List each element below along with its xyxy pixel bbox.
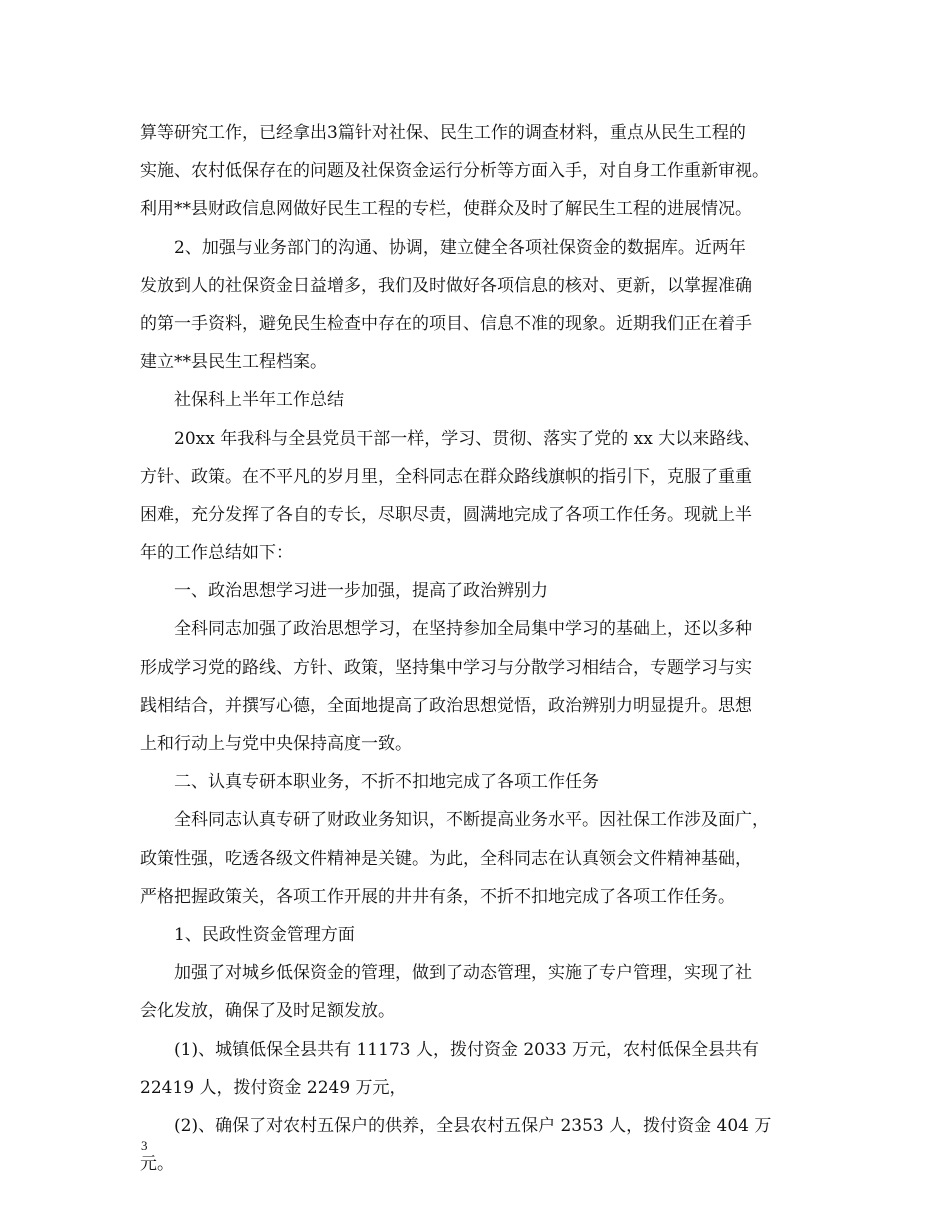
text-line: 全科同志认真专研了财政业务知识，不断提高业务水平。因社保工作涉及面广， — [174, 810, 769, 831]
text-line: 会化发放，确保了及时足额发放。 — [140, 1001, 395, 1022]
text-line: 严格把握政策关，各项工作开展的井井有条，不折不扣地完成了各项工作任务。 — [140, 886, 735, 907]
document-body — [140, 114, 820, 1183]
text-line: 建立**县民生工程档案。 — [140, 352, 327, 373]
text-line: 年的工作总结如下： — [140, 543, 293, 564]
text-line: 困难，充分发挥了各自的专长，尽职尽责，圆满地完成了各项工作任务。现就上半 — [140, 504, 752, 525]
text-line: 方针、政策。在不平凡的岁月里，全科同志在群众路线旗帜的指引下，克服了重重 — [140, 466, 752, 487]
text-line: 利用**县财政信息网做好民生工程的专栏，使群众及时了解民生工程的进展情况。 — [140, 199, 752, 220]
section-title: 社保科上半年工作总结 — [174, 390, 344, 411]
subsection-heading: 1、民政性资金管理方面 — [174, 924, 355, 945]
text-line: 加强了对城乡低保资金的管理，做到了动态管理，实施了专户管理，实现了社 — [174, 963, 752, 984]
section-heading: 二、认真专研本职业务，不折不扣地完成了各项工作任务 — [174, 772, 599, 793]
text-line: 全科同志加强了政治思想学习，在坚持参加全局集中学习的基础上，还以多种 — [174, 619, 752, 640]
text-line: 形成学习党的路线、方针、政策，坚持集中学习与分散学习相结合，专题学习与实 — [140, 657, 752, 678]
text-line: (2)、确保了对农村五保户的供养，全县农村五保户 2353 人，拨付资金 404 万 — [174, 1115, 772, 1136]
text-line: 20xx 年我科与全县党员干部一样，学习、贯彻、落实了党的 xx 大以来路线、 — [174, 428, 761, 449]
page-number: 3 — [141, 1138, 148, 1153]
text-line: 元。 — [140, 1154, 174, 1175]
text-line: 算等研究工作，已经拿出3篇针对社保、民生工作的调查材料，重点从民生工程的 — [140, 123, 746, 143]
text-line: 上和行动上与党中央保持高度一致。 — [140, 734, 412, 754]
section-heading: 一、政治思想学习进一步加强，提高了政治辨别力 — [174, 581, 548, 602]
text-line: 践相结合，并撰写心德，全面地提高了政治思想觉悟，政治辨别力明显提升。思想 — [140, 695, 752, 716]
text-line: 22419 人，拨付资金 2249 万元， — [140, 1077, 407, 1098]
text-line: 2、加强与业务部门的沟通、协调，建立健全各项社保资金的数据库。近两年 — [174, 237, 746, 258]
text-line: 政策性强，吃透各级文件精神是关键。为此，全科同志在认真领会文件精神基础， — [140, 848, 752, 869]
text-line: 的第一手资料，避免民生检查中存在的项目、信息不准的现象。近期我们正在着手 — [140, 313, 752, 334]
text-line: 发放到人的社保资金日益增多，我们及时做好各项信息的核对、更新，以掌握准确 — [140, 275, 752, 296]
text-line: 实施、农村低保存在的问题及社保资金运行分析等方面入手，对自身工作重新审视。 — [140, 161, 769, 182]
text-line: (1)、城镇低保全县共有 11173 人，拨付资金 2033 万元，农村低保全县共有 — [174, 1039, 760, 1060]
